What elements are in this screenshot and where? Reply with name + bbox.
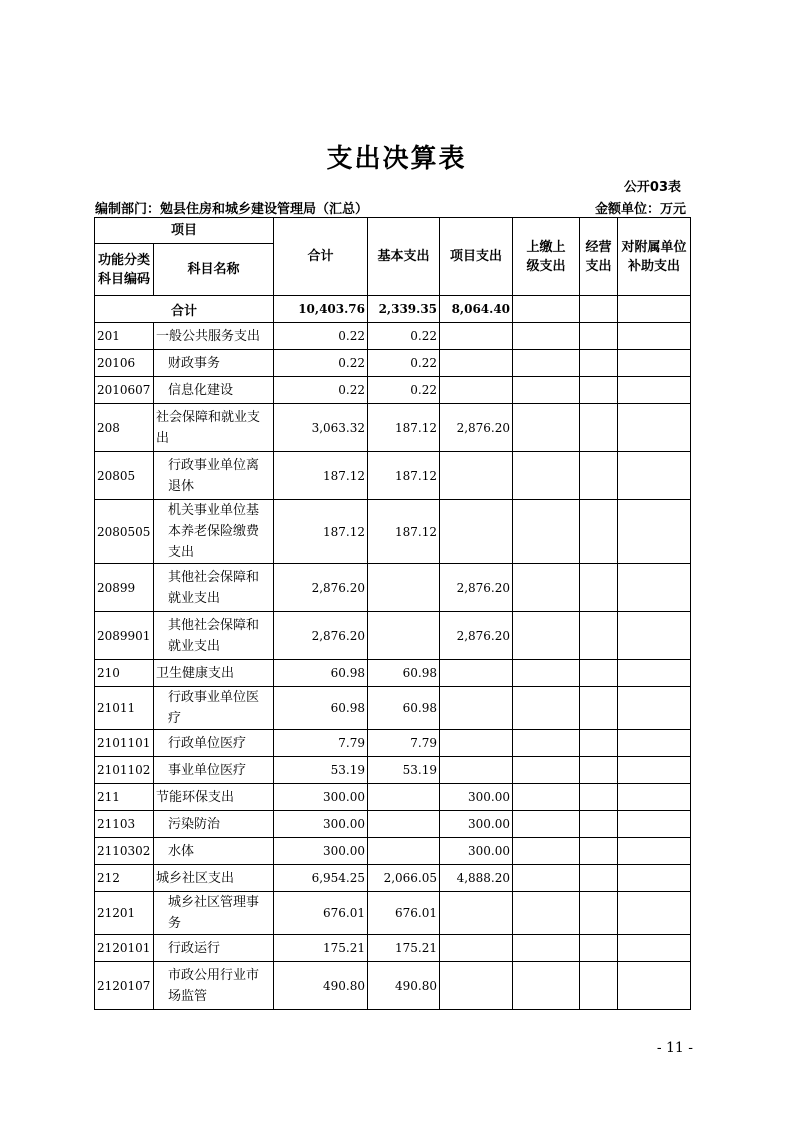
table-row	[95, 350, 691, 377]
row-code: 2120101	[95, 935, 154, 962]
row-name: 卫生健康支出	[154, 660, 274, 687]
table-row	[95, 404, 691, 452]
row-name: 其他社会保障和就业支出	[154, 564, 274, 612]
row-upper	[513, 500, 580, 564]
row-project	[440, 687, 513, 730]
table-row	[95, 564, 691, 612]
unit-label: 金额单位：万元	[594, 202, 686, 217]
row-project	[440, 323, 513, 350]
row-basic: 53.19	[368, 757, 440, 784]
row-total: 53.19	[274, 757, 368, 784]
row-upper	[513, 892, 580, 935]
row-upper	[513, 404, 580, 452]
row-upper	[513, 757, 580, 784]
total-subsidy	[618, 296, 691, 323]
row-subsidy	[618, 757, 691, 784]
row-subsidy	[618, 660, 691, 687]
header-upper	[513, 218, 580, 296]
row-upper	[513, 323, 580, 350]
table-row	[95, 865, 691, 892]
row-basic	[368, 838, 440, 865]
row-business	[580, 935, 618, 962]
row-subsidy	[618, 612, 691, 660]
header-total: 合计	[274, 218, 368, 296]
row-subsidy	[618, 404, 691, 452]
row-total: 60.98	[274, 687, 368, 730]
row-upper	[513, 730, 580, 757]
table-row	[95, 452, 691, 500]
row-name: 行政事业单位医疗	[154, 687, 274, 730]
header-code-line1: 功能分类	[97, 252, 150, 268]
row-basic: 187.12	[368, 500, 440, 564]
row-upper	[513, 865, 580, 892]
row-subsidy	[618, 892, 691, 935]
row-total: 0.22	[274, 323, 368, 350]
row-name: 行政单位医疗	[154, 730, 274, 757]
row-upper	[513, 935, 580, 962]
row-project	[440, 660, 513, 687]
row-business	[580, 687, 618, 730]
row-upper	[513, 452, 580, 500]
header-upper-line2: 级支出	[526, 258, 566, 274]
header-business-line1: 经营	[585, 239, 612, 255]
header-subsidy	[618, 218, 691, 296]
row-subsidy	[618, 784, 691, 811]
row-subsidy	[618, 323, 691, 350]
row-code: 2101102	[95, 757, 154, 784]
row-business	[580, 323, 618, 350]
row-code: 208	[95, 404, 154, 452]
row-business	[580, 452, 618, 500]
total-row	[95, 296, 691, 323]
row-name: 水体	[154, 838, 274, 865]
row-subsidy	[618, 564, 691, 612]
total-label: 合计	[95, 296, 274, 323]
page-number: - 11 -	[656, 1040, 693, 1056]
row-total: 676.01	[274, 892, 368, 935]
row-subsidy	[618, 811, 691, 838]
row-name: 行政事业单位离退休	[154, 452, 274, 500]
form-number: 公开03表	[623, 180, 681, 195]
header-subsidy-line1: 对附属单位	[621, 239, 687, 255]
row-business	[580, 962, 618, 1010]
row-business	[580, 730, 618, 757]
row-project	[440, 757, 513, 784]
row-upper	[513, 784, 580, 811]
row-name: 污染防治	[154, 811, 274, 838]
row-upper	[513, 811, 580, 838]
row-subsidy	[618, 865, 691, 892]
row-project: 2,876.20	[440, 612, 513, 660]
row-project: 300.00	[440, 784, 513, 811]
row-total: 300.00	[274, 811, 368, 838]
row-basic: 0.22	[368, 377, 440, 404]
row-total: 175.21	[274, 935, 368, 962]
row-business	[580, 784, 618, 811]
row-name: 财政事务	[154, 350, 274, 377]
row-business	[580, 564, 618, 612]
row-upper	[513, 660, 580, 687]
row-code: 211	[95, 784, 154, 811]
row-name: 城乡社区管理事务	[154, 892, 274, 935]
row-code: 210	[95, 660, 154, 687]
row-project	[440, 350, 513, 377]
table-row	[95, 892, 691, 935]
table-row	[95, 323, 691, 350]
header-basic: 基本支出	[368, 218, 440, 296]
row-subsidy	[618, 350, 691, 377]
row-project	[440, 730, 513, 757]
row-basic: 60.98	[368, 660, 440, 687]
row-project	[440, 377, 513, 404]
row-project: 4,888.20	[440, 865, 513, 892]
table-row	[95, 757, 691, 784]
total-basic: 2,339.35	[368, 296, 440, 323]
row-name: 一般公共服务支出	[154, 323, 274, 350]
row-project: 2,876.20	[440, 404, 513, 452]
row-code: 21201	[95, 892, 154, 935]
total-total: 10,403.76	[274, 296, 368, 323]
row-name: 其他社会保障和就业支出	[154, 612, 274, 660]
row-basic: 175.21	[368, 935, 440, 962]
row-business	[580, 757, 618, 784]
row-project: 300.00	[440, 838, 513, 865]
table-row	[95, 612, 691, 660]
table-row	[95, 660, 691, 687]
table-row	[95, 500, 691, 564]
row-upper	[513, 962, 580, 1010]
header-subject-name: 科目名称	[154, 244, 274, 296]
row-name: 城乡社区支出	[154, 865, 274, 892]
row-basic	[368, 784, 440, 811]
row-name: 市政公用行业市场监管	[154, 962, 274, 1010]
header-business-line2: 支出	[585, 258, 612, 274]
row-code: 2120107	[95, 962, 154, 1010]
table-row	[95, 687, 691, 730]
total-upper	[513, 296, 580, 323]
row-name: 机关事业单位基本养老保险缴费支出	[154, 500, 274, 564]
row-subsidy	[618, 962, 691, 1010]
table-row	[95, 811, 691, 838]
table-row	[95, 935, 691, 962]
row-business	[580, 350, 618, 377]
row-basic: 490.80	[368, 962, 440, 1010]
row-name: 节能环保支出	[154, 784, 274, 811]
row-upper	[513, 838, 580, 865]
row-total: 2,876.20	[274, 564, 368, 612]
row-business	[580, 612, 618, 660]
row-total: 3,063.32	[274, 404, 368, 452]
row-total: 187.12	[274, 500, 368, 564]
row-subsidy	[618, 935, 691, 962]
row-total: 60.98	[274, 660, 368, 687]
row-project	[440, 892, 513, 935]
row-project: 300.00	[440, 811, 513, 838]
total-business	[580, 296, 618, 323]
table-row	[95, 377, 691, 404]
row-total: 490.80	[274, 962, 368, 1010]
row-basic: 0.22	[368, 350, 440, 377]
row-total: 0.22	[274, 377, 368, 404]
row-total: 300.00	[274, 838, 368, 865]
row-basic: 676.01	[368, 892, 440, 935]
row-code: 2110302	[95, 838, 154, 865]
row-code: 2089901	[95, 612, 154, 660]
expenditure-table	[94, 217, 691, 1010]
row-subsidy	[618, 687, 691, 730]
row-upper	[513, 612, 580, 660]
row-business	[580, 660, 618, 687]
row-project	[440, 500, 513, 564]
total-project: 8,064.40	[440, 296, 513, 323]
table-row	[95, 962, 691, 1010]
row-name: 社会保障和就业支出	[154, 404, 274, 452]
row-name: 信息化建设	[154, 377, 274, 404]
row-subsidy	[618, 838, 691, 865]
row-basic: 187.12	[368, 452, 440, 500]
row-business	[580, 377, 618, 404]
row-project: 2,876.20	[440, 564, 513, 612]
row-total: 187.12	[274, 452, 368, 500]
header-code	[95, 244, 154, 296]
row-code: 20805	[95, 452, 154, 500]
table-row	[95, 784, 691, 811]
page-title: 支出决算表	[326, 144, 467, 174]
row-business	[580, 811, 618, 838]
header-upper-line1: 上缴上	[526, 239, 566, 255]
row-total: 300.00	[274, 784, 368, 811]
header-code-line2: 科目编码	[97, 271, 150, 287]
table-row	[95, 838, 691, 865]
row-basic	[368, 612, 440, 660]
department-label: 编制部门：勉县住房和城乡建设管理局（汇总）	[95, 202, 369, 217]
row-subsidy	[618, 452, 691, 500]
row-basic: 60.98	[368, 687, 440, 730]
row-code: 2080505	[95, 500, 154, 564]
header-subsidy-line2: 补助支出	[628, 258, 681, 274]
header-business	[580, 218, 618, 296]
row-subsidy	[618, 730, 691, 757]
row-business	[580, 500, 618, 564]
row-basic: 2,066.05	[368, 865, 440, 892]
row-code: 20899	[95, 564, 154, 612]
row-subsidy	[618, 377, 691, 404]
row-project	[440, 935, 513, 962]
header-project: 项目	[95, 218, 274, 244]
row-code: 2101101	[95, 730, 154, 757]
header-project-exp: 项目支出	[440, 218, 513, 296]
row-name: 行政运行	[154, 935, 274, 962]
row-upper	[513, 564, 580, 612]
row-basic	[368, 564, 440, 612]
row-total: 0.22	[274, 350, 368, 377]
row-basic: 187.12	[368, 404, 440, 452]
row-project	[440, 452, 513, 500]
row-code: 20106	[95, 350, 154, 377]
row-business	[580, 865, 618, 892]
row-code: 2010607	[95, 377, 154, 404]
row-business	[580, 892, 618, 935]
row-business	[580, 404, 618, 452]
table-row	[95, 730, 691, 757]
row-basic: 0.22	[368, 323, 440, 350]
row-basic	[368, 811, 440, 838]
row-code: 21011	[95, 687, 154, 730]
row-upper	[513, 687, 580, 730]
row-total: 7.79	[274, 730, 368, 757]
row-business	[580, 838, 618, 865]
row-code: 201	[95, 323, 154, 350]
row-basic: 7.79	[368, 730, 440, 757]
row-total: 2,876.20	[274, 612, 368, 660]
table-meta	[95, 198, 686, 217]
row-code: 21103	[95, 811, 154, 838]
row-code: 212	[95, 865, 154, 892]
row-upper	[513, 377, 580, 404]
row-project	[440, 962, 513, 1010]
row-subsidy	[618, 500, 691, 564]
row-upper	[513, 350, 580, 377]
row-total: 6,954.25	[274, 865, 368, 892]
row-name: 事业单位医疗	[154, 757, 274, 784]
